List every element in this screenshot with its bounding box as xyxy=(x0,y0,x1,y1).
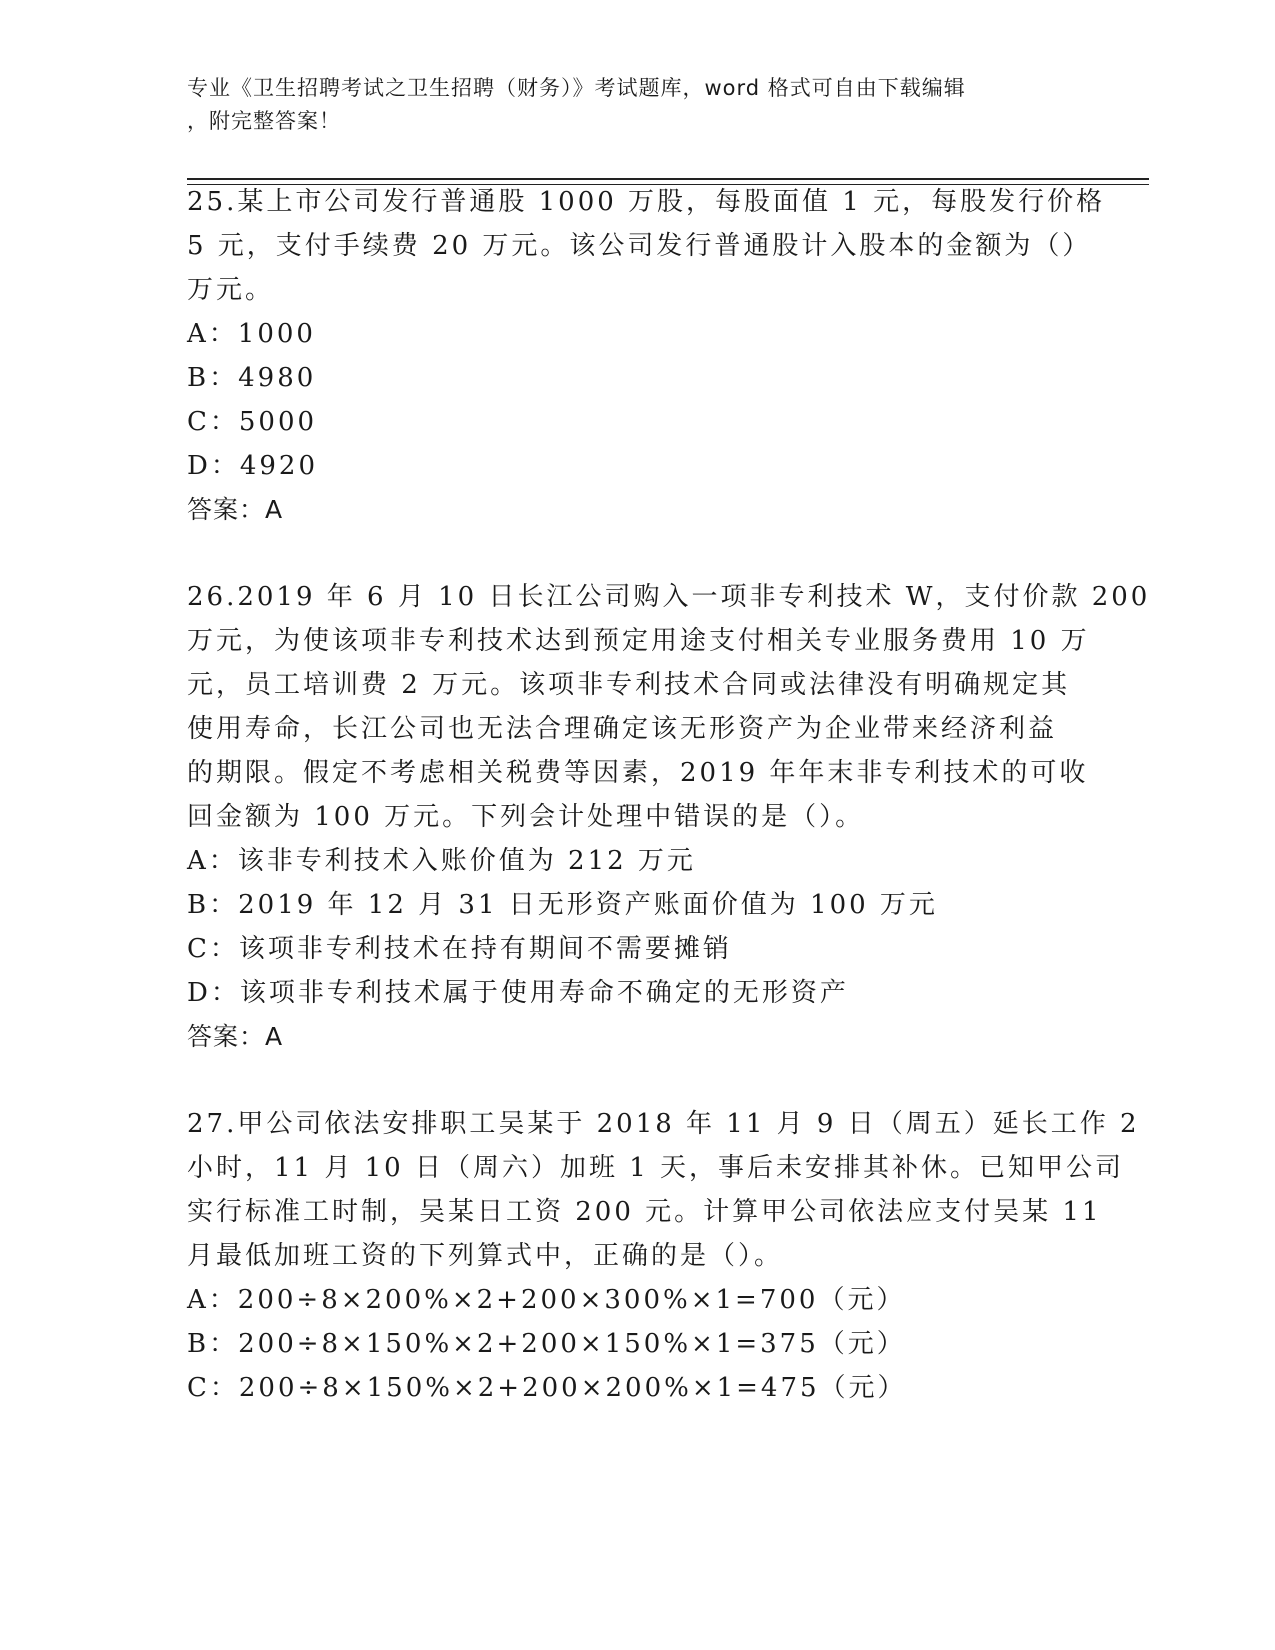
option-b: B：2019 年 12 月 31 日无形资产账面价值为 100 万元 xyxy=(187,890,938,920)
question-stem-line: 回金额为 100 万元。下列会计处理中错误的是（）。 xyxy=(187,802,865,832)
question-stem-line: 万元，为使该项非专利技术达到预定用途支付相关专业服务费用 10 万 xyxy=(187,626,1090,656)
option-a: A：1000 xyxy=(187,319,316,349)
option-b: B：4980 xyxy=(187,363,317,393)
question-stem-line: 27.甲公司依法安排职工吴某于 2018 年 11 月 9 日（周五）延长工作 2 xyxy=(187,1109,1140,1139)
option-c: C：5000 xyxy=(187,407,318,437)
answer: 答案：A xyxy=(187,495,284,524)
question-stem-line: 26.2019 年 6 月 10 日长江公司购入一项非专利技术 W，支付价款 200 xyxy=(187,582,1151,612)
option-a: A：200÷8×200%×2+200×300%×1=700（元） xyxy=(187,1285,906,1315)
header-line-1: 专业《卫生招聘考试之卫生招聘（财务）》考试题库，word 格式可自由下载编辑 xyxy=(187,76,966,100)
option-c: C：200÷8×150%×2+200×200%×1=475（元） xyxy=(187,1373,907,1403)
question-stem-line: 元，员工培训费 2 万元。该项非专利技术合同或法律没有明确规定其 xyxy=(187,670,1071,700)
document-header xyxy=(187,72,1067,138)
answer: 答案：A xyxy=(187,1022,284,1051)
question-stem-line: 5 元，支付手续费 20 万元。该公司发行普通股计入股本的金额为（） xyxy=(187,231,1092,261)
question-stem-line: 月最低加班工资的下列算式中，正确的是（）。 xyxy=(187,1241,784,1271)
header-line-2: ，附完整答案！ xyxy=(187,109,341,133)
option-c: C：该项非专利技术在持有期间不需要摊销 xyxy=(187,934,732,964)
option-d: D：4920 xyxy=(187,451,319,481)
option-d: D：该项非专利技术属于使用寿命不确定的无形资产 xyxy=(187,978,849,1008)
option-b: B：200÷8×150%×2+200×150%×1=375（元） xyxy=(187,1329,906,1359)
question-stem-line: 实行标准工时制，吴某日工资 200 元。计算甲公司依法应支付吴某 11 xyxy=(187,1197,1102,1227)
option-a: A：该非专利技术入账价值为 212 万元 xyxy=(187,846,696,876)
question-stem-line: 的期限。假定不考虑相关税费等因素，2019 年年末非专利技术的可收 xyxy=(187,758,1089,788)
question-stem-line: 万元。 xyxy=(187,275,275,305)
header-rule-thin xyxy=(187,184,1149,185)
question-stem-line: 小时，11 月 10 日（周六）加班 1 天，事后未安排其补休。已知甲公司 xyxy=(187,1153,1125,1183)
header-rule-thick xyxy=(187,178,1149,180)
question-stem-line: 25.某上市公司发行普通股 1000 万股，每股面值 1 元，每股发行价格 xyxy=(187,187,1106,217)
question-stem-line: 使用寿命，长江公司也无法合理确定该无形资产为企业带来经济利益 xyxy=(187,714,1058,744)
